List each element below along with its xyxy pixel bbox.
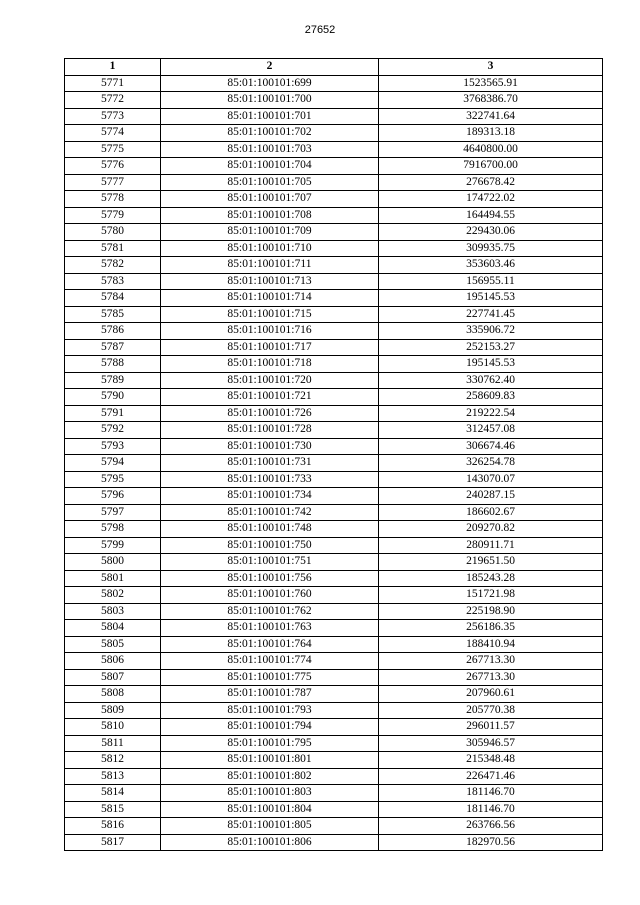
row-number-cell: 5786 xyxy=(65,323,161,340)
cadastral-number-cell: 85:01:100101:774 xyxy=(161,653,379,670)
table-row xyxy=(65,224,603,241)
value-cell: 185243.28 xyxy=(379,570,603,587)
row-number-cell: 5800 xyxy=(65,554,161,571)
cadastral-number-cell: 85:01:100101:742 xyxy=(161,504,379,521)
value-cell: 296011.57 xyxy=(379,719,603,736)
row-number-cell: 5813 xyxy=(65,768,161,785)
cadastral-number-cell: 85:01:100101:803 xyxy=(161,785,379,802)
value-cell: 267713.30 xyxy=(379,653,603,670)
row-number-cell: 5802 xyxy=(65,587,161,604)
value-cell: 309935.75 xyxy=(379,240,603,257)
value-cell: 195145.53 xyxy=(379,290,603,307)
row-number-cell: 5798 xyxy=(65,521,161,538)
table-row xyxy=(65,818,603,835)
cadastral-number-cell: 85:01:100101:728 xyxy=(161,422,379,439)
value-cell: 7916700.00 xyxy=(379,158,603,175)
table-row xyxy=(65,273,603,290)
cadastral-number-cell: 85:01:100101:721 xyxy=(161,389,379,406)
value-cell: 258609.83 xyxy=(379,389,603,406)
table-row xyxy=(65,108,603,125)
cadastral-number-cell: 85:01:100101:704 xyxy=(161,158,379,175)
row-number-cell: 5782 xyxy=(65,257,161,274)
cadastral-number-cell: 85:01:100101:762 xyxy=(161,603,379,620)
row-number-cell: 5817 xyxy=(65,834,161,851)
cadastral-number-cell: 85:01:100101:714 xyxy=(161,290,379,307)
cadastral-number-cell: 85:01:100101:805 xyxy=(161,818,379,835)
cadastral-number-cell: 85:01:100101:715 xyxy=(161,306,379,323)
row-number-cell: 5781 xyxy=(65,240,161,257)
cadastral-number-cell: 85:01:100101:748 xyxy=(161,521,379,538)
table-row xyxy=(65,356,603,373)
table-row xyxy=(65,125,603,142)
value-cell: 252153.27 xyxy=(379,339,603,356)
row-number-cell: 5780 xyxy=(65,224,161,241)
value-cell: 225198.90 xyxy=(379,603,603,620)
value-cell: 326254.78 xyxy=(379,455,603,472)
cadastral-number-cell: 85:01:100101:718 xyxy=(161,356,379,373)
column-header-3: 3 xyxy=(379,59,603,76)
table-row xyxy=(65,323,603,340)
cadastral-number-cell: 85:01:100101:711 xyxy=(161,257,379,274)
row-number-cell: 5812 xyxy=(65,752,161,769)
value-cell: 151721.98 xyxy=(379,587,603,604)
value-cell: 305946.57 xyxy=(379,735,603,752)
column-header-2: 2 xyxy=(161,59,379,76)
table-row xyxy=(65,438,603,455)
row-number-cell: 5811 xyxy=(65,735,161,752)
value-cell: 205770.38 xyxy=(379,702,603,719)
table-row xyxy=(65,537,603,554)
row-number-cell: 5774 xyxy=(65,125,161,142)
cadastral-number-cell: 85:01:100101:750 xyxy=(161,537,379,554)
cadastral-number-cell: 85:01:100101:705 xyxy=(161,174,379,191)
table-row xyxy=(65,141,603,158)
row-number-cell: 5801 xyxy=(65,570,161,587)
table-row xyxy=(65,191,603,208)
row-number-cell: 5788 xyxy=(65,356,161,373)
row-number-cell: 5796 xyxy=(65,488,161,505)
table-row xyxy=(65,636,603,653)
table-row xyxy=(65,686,603,703)
row-number-cell: 5810 xyxy=(65,719,161,736)
row-number-cell: 5787 xyxy=(65,339,161,356)
value-cell: 1523565.91 xyxy=(379,75,603,92)
value-cell: 164494.55 xyxy=(379,207,603,224)
value-cell: 189313.18 xyxy=(379,125,603,142)
cadastral-number-cell: 85:01:100101:756 xyxy=(161,570,379,587)
cadastral-number-cell: 85:01:100101:709 xyxy=(161,224,379,241)
cadastral-number-cell: 85:01:100101:764 xyxy=(161,636,379,653)
row-number-cell: 5773 xyxy=(65,108,161,125)
cadastral-number-cell: 85:01:100101:713 xyxy=(161,273,379,290)
value-cell: 186602.67 xyxy=(379,504,603,521)
table-row xyxy=(65,587,603,604)
value-cell: 263766.56 xyxy=(379,818,603,835)
cadastral-number-cell: 85:01:100101:708 xyxy=(161,207,379,224)
cadastral-number-cell: 85:01:100101:775 xyxy=(161,669,379,686)
table-row xyxy=(65,719,603,736)
value-cell: 276678.42 xyxy=(379,174,603,191)
value-cell: 335906.72 xyxy=(379,323,603,340)
value-cell: 280911.71 xyxy=(379,537,603,554)
cadastral-number-cell: 85:01:100101:763 xyxy=(161,620,379,637)
table-body xyxy=(65,75,603,851)
cadastral-number-cell: 85:01:100101:734 xyxy=(161,488,379,505)
table-row xyxy=(65,752,603,769)
row-number-cell: 5792 xyxy=(65,422,161,439)
value-cell: 330762.40 xyxy=(379,372,603,389)
row-number-cell: 5805 xyxy=(65,636,161,653)
row-number-cell: 5778 xyxy=(65,191,161,208)
table-row xyxy=(65,504,603,521)
value-cell: 353603.46 xyxy=(379,257,603,274)
value-cell: 219222.54 xyxy=(379,405,603,422)
value-cell: 207960.61 xyxy=(379,686,603,703)
row-number-cell: 5807 xyxy=(65,669,161,686)
cadastral-number-cell: 85:01:100101:717 xyxy=(161,339,379,356)
cadastral-number-cell: 85:01:100101:793 xyxy=(161,702,379,719)
table-row xyxy=(65,768,603,785)
value-cell: 182970.56 xyxy=(379,834,603,851)
cadastral-number-cell: 85:01:100101:731 xyxy=(161,455,379,472)
value-cell: 227741.45 xyxy=(379,306,603,323)
row-number-cell: 5815 xyxy=(65,801,161,818)
table-row xyxy=(65,372,603,389)
value-cell: 215348.48 xyxy=(379,752,603,769)
table-row xyxy=(65,570,603,587)
cadastral-number-cell: 85:01:100101:702 xyxy=(161,125,379,142)
table-row xyxy=(65,207,603,224)
value-cell: 143070.07 xyxy=(379,471,603,488)
value-cell: 219651.50 xyxy=(379,554,603,571)
value-cell: 240287.15 xyxy=(379,488,603,505)
value-cell: 188410.94 xyxy=(379,636,603,653)
table-row xyxy=(65,785,603,802)
value-cell: 256186.35 xyxy=(379,620,603,637)
table-row xyxy=(65,471,603,488)
row-number-cell: 5777 xyxy=(65,174,161,191)
table-row xyxy=(65,834,603,851)
value-cell: 181146.70 xyxy=(379,785,603,802)
row-number-cell: 5789 xyxy=(65,372,161,389)
value-cell: 229430.06 xyxy=(379,224,603,241)
row-number-cell: 5803 xyxy=(65,603,161,620)
row-number-cell: 5809 xyxy=(65,702,161,719)
table-row xyxy=(65,405,603,422)
row-number-cell: 5795 xyxy=(65,471,161,488)
cadastral-number-cell: 85:01:100101:703 xyxy=(161,141,379,158)
cadastral-number-cell: 85:01:100101:699 xyxy=(161,75,379,92)
page-number: 27652 xyxy=(304,24,336,36)
row-number-cell: 5779 xyxy=(65,207,161,224)
cadastral-number-cell: 85:01:100101:802 xyxy=(161,768,379,785)
row-number-cell: 5790 xyxy=(65,389,161,406)
table-row xyxy=(65,488,603,505)
row-number-cell: 5791 xyxy=(65,405,161,422)
table-header-row xyxy=(65,59,603,76)
table-row xyxy=(65,240,603,257)
cadastral-number-cell: 85:01:100101:794 xyxy=(161,719,379,736)
cadastral-number-cell: 85:01:100101:801 xyxy=(161,752,379,769)
cadastral-number-cell: 85:01:100101:760 xyxy=(161,587,379,604)
value-cell: 174722.02 xyxy=(379,191,603,208)
table-row xyxy=(65,801,603,818)
cadastral-number-cell: 85:01:100101:806 xyxy=(161,834,379,851)
table-row xyxy=(65,306,603,323)
table-row xyxy=(65,735,603,752)
cadastral-number-cell: 85:01:100101:751 xyxy=(161,554,379,571)
table-row xyxy=(65,339,603,356)
table-row xyxy=(65,257,603,274)
column-header-1: 1 xyxy=(65,59,161,76)
value-cell: 226471.46 xyxy=(379,768,603,785)
cadastral-number-cell: 85:01:100101:726 xyxy=(161,405,379,422)
value-cell: 156955.11 xyxy=(379,273,603,290)
table-row xyxy=(65,174,603,191)
table-row xyxy=(65,290,603,307)
table-row xyxy=(65,455,603,472)
table-row xyxy=(65,521,603,538)
row-number-cell: 5771 xyxy=(65,75,161,92)
cadastral-number-cell: 85:01:100101:716 xyxy=(161,323,379,340)
value-cell: 267713.30 xyxy=(379,669,603,686)
cadastral-number-cell: 85:01:100101:787 xyxy=(161,686,379,703)
table-row xyxy=(65,702,603,719)
cadastral-number-cell: 85:01:100101:707 xyxy=(161,191,379,208)
table-row xyxy=(65,158,603,175)
table-row xyxy=(65,620,603,637)
row-number-cell: 5799 xyxy=(65,537,161,554)
data-table xyxy=(64,58,603,851)
cadastral-number-cell: 85:01:100101:700 xyxy=(161,92,379,109)
row-number-cell: 5776 xyxy=(65,158,161,175)
row-number-cell: 5806 xyxy=(65,653,161,670)
cadastral-number-cell: 85:01:100101:730 xyxy=(161,438,379,455)
value-cell: 306674.46 xyxy=(379,438,603,455)
row-number-cell: 5785 xyxy=(65,306,161,323)
row-number-cell: 5804 xyxy=(65,620,161,637)
table-row xyxy=(65,603,603,620)
cadastral-number-cell: 85:01:100101:720 xyxy=(161,372,379,389)
cadastral-number-cell: 85:01:100101:733 xyxy=(161,471,379,488)
cadastral-number-cell: 85:01:100101:710 xyxy=(161,240,379,257)
row-number-cell: 5775 xyxy=(65,141,161,158)
value-cell: 4640800.00 xyxy=(379,141,603,158)
value-cell: 209270.82 xyxy=(379,521,603,538)
row-number-cell: 5808 xyxy=(65,686,161,703)
table-row xyxy=(65,92,603,109)
table-row xyxy=(65,75,603,92)
value-cell: 181146.70 xyxy=(379,801,603,818)
row-number-cell: 5784 xyxy=(65,290,161,307)
row-number-cell: 5816 xyxy=(65,818,161,835)
value-cell: 312457.08 xyxy=(379,422,603,439)
table-row xyxy=(65,669,603,686)
cadastral-number-cell: 85:01:100101:701 xyxy=(161,108,379,125)
value-cell: 3768386.70 xyxy=(379,92,603,109)
value-cell: 322741.64 xyxy=(379,108,603,125)
table-row xyxy=(65,554,603,571)
row-number-cell: 5793 xyxy=(65,438,161,455)
value-cell: 195145.53 xyxy=(379,356,603,373)
row-number-cell: 5783 xyxy=(65,273,161,290)
row-number-cell: 5797 xyxy=(65,504,161,521)
row-number-cell: 5794 xyxy=(65,455,161,472)
cadastral-number-cell: 85:01:100101:795 xyxy=(161,735,379,752)
table-row xyxy=(65,653,603,670)
row-number-cell: 5814 xyxy=(65,785,161,802)
row-number-cell: 5772 xyxy=(65,92,161,109)
table-row xyxy=(65,389,603,406)
cadastral-number-cell: 85:01:100101:804 xyxy=(161,801,379,818)
table-row xyxy=(65,422,603,439)
